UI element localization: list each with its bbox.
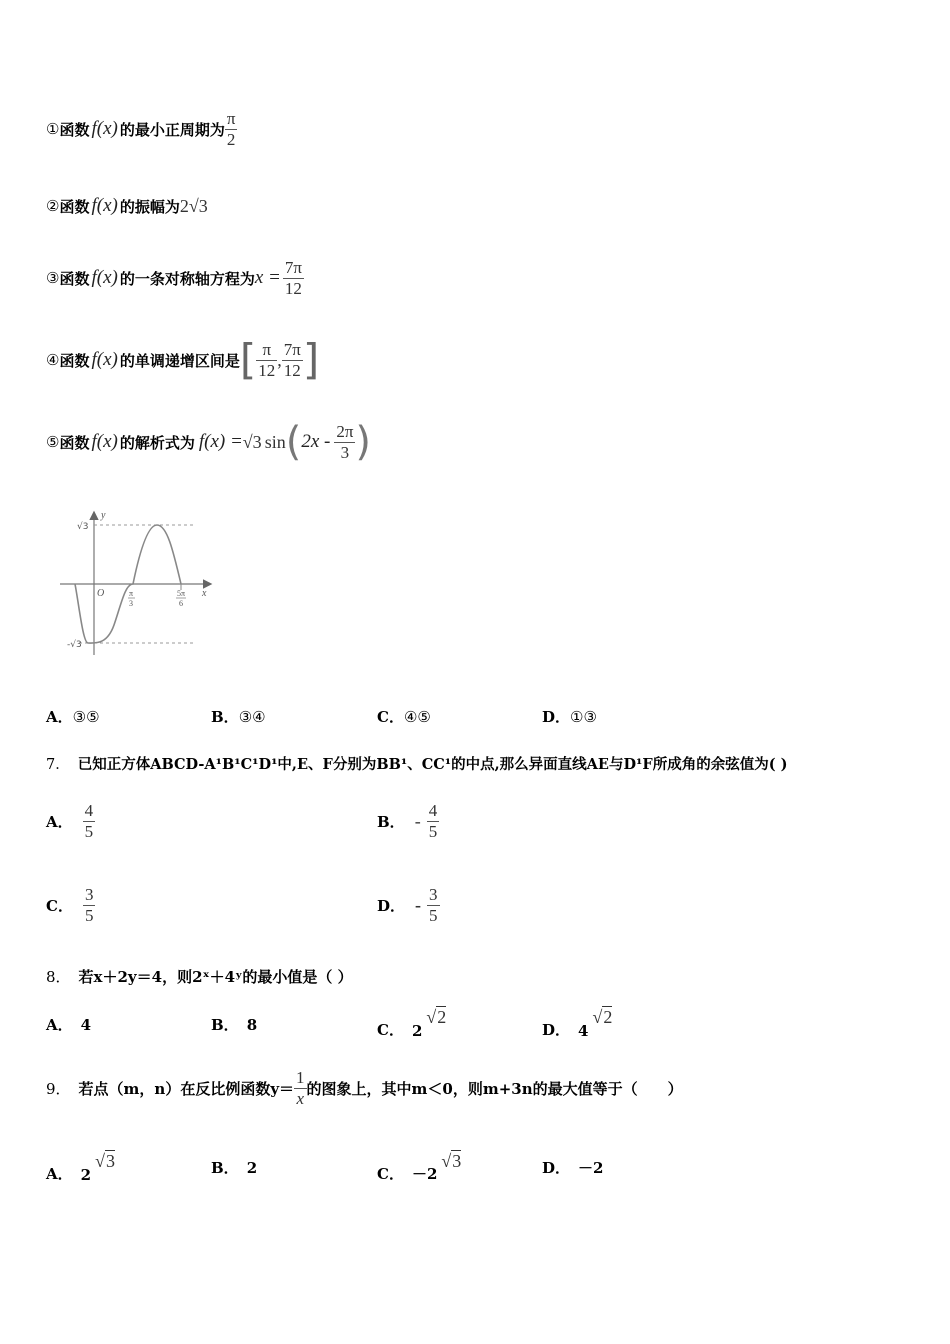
tick-label-pi3-den: 3 bbox=[129, 599, 133, 608]
option-text: 4 bbox=[80, 1016, 92, 1034]
statement-4 bbox=[46, 330, 319, 390]
fraction-denominator: 2 bbox=[226, 129, 236, 149]
fraction-denominator: 5 bbox=[428, 821, 438, 841]
q9-option-d[interactable] bbox=[542, 1157, 603, 1178]
origin-label: O bbox=[97, 588, 105, 599]
formula-sin: sin bbox=[264, 431, 286, 452]
q6-option-b[interactable] bbox=[211, 706, 266, 727]
q8-option-c[interactable] bbox=[377, 1000, 446, 1040]
question-8 bbox=[46, 966, 353, 987]
radicand: 3 bbox=[452, 1151, 462, 1171]
function-notation: f(x) bbox=[91, 431, 118, 452]
option-fraction bbox=[83, 801, 96, 842]
fraction-denominator: 12 bbox=[258, 360, 276, 380]
left-bracket: [ bbox=[239, 335, 257, 384]
fraction-denominator: 5 bbox=[429, 905, 438, 925]
fraction-denominator: 12 bbox=[284, 278, 302, 298]
option-coefficient: 2 bbox=[80, 1166, 92, 1184]
phase-fraction bbox=[334, 422, 355, 463]
option-letter: A． bbox=[46, 812, 73, 831]
fraction-denominator: 5 bbox=[84, 821, 94, 841]
right-bracket: ] bbox=[302, 335, 320, 384]
q7-option-a[interactable] bbox=[46, 796, 95, 846]
option-letter: C． bbox=[377, 708, 404, 726]
option-letter: A． bbox=[46, 1016, 73, 1034]
option-text: ③④ bbox=[238, 708, 266, 726]
question-number: 8． bbox=[46, 968, 71, 986]
statement-text: 的振幅为 bbox=[119, 197, 180, 216]
statement-prefix: 函数 bbox=[59, 197, 90, 216]
option-text: ④⑤ bbox=[403, 708, 431, 726]
radicand: 2 bbox=[437, 1007, 447, 1027]
question-9 bbox=[46, 1060, 683, 1116]
statement-text: 的单调递增区间是 bbox=[119, 351, 240, 370]
option-sqrt: √3 bbox=[441, 1151, 462, 1171]
statement-marker: ② bbox=[46, 197, 60, 215]
statement-marker: ⑤ bbox=[46, 433, 60, 451]
statement-marker: ③ bbox=[46, 269, 60, 287]
statement-marker: ① bbox=[46, 120, 60, 138]
statement-3 bbox=[46, 250, 304, 306]
formula-sqrt: √3 bbox=[242, 431, 262, 452]
option-sign: - bbox=[415, 894, 422, 915]
axis-lhs: x = bbox=[254, 267, 281, 288]
q7-option-b[interactable] bbox=[377, 796, 439, 846]
statement-prefix: 函数 bbox=[59, 351, 90, 370]
tick-label-5pi6-num: 5π bbox=[176, 589, 186, 598]
formula-arg: 2x - bbox=[301, 431, 331, 452]
interval-start-fraction bbox=[256, 340, 277, 381]
y-max-label: √3 bbox=[77, 522, 89, 532]
option-text: ①③ bbox=[570, 708, 597, 726]
option-letter: A． bbox=[46, 1165, 73, 1183]
option-letter: D． bbox=[377, 896, 406, 915]
radicand: 2 bbox=[603, 1007, 613, 1027]
fraction-denominator: x bbox=[296, 1088, 305, 1108]
comma: , bbox=[277, 349, 282, 370]
amplitude-value: 2√3 bbox=[179, 195, 208, 216]
radicand: 3 bbox=[105, 1151, 115, 1171]
question-number: 9． bbox=[46, 1079, 71, 1098]
q6-option-c[interactable] bbox=[377, 706, 431, 727]
option-sqrt: √2 bbox=[426, 1007, 447, 1027]
statement-text: 的解析式为 bbox=[119, 433, 195, 452]
question-text-before: 若点（m，n）在反比例函数y＝ bbox=[78, 1079, 295, 1098]
statement-prefix: 函数 bbox=[59, 120, 90, 139]
option-sqrt: √3 bbox=[95, 1151, 115, 1171]
fraction-numerator: π bbox=[256, 340, 277, 361]
q8-option-d[interactable] bbox=[542, 1000, 612, 1040]
option-fraction bbox=[427, 885, 440, 926]
statement-prefix: 函数 bbox=[59, 269, 90, 288]
fraction-numerator: 4 bbox=[84, 800, 94, 820]
statement-text: 的一条对称轴方程为 bbox=[119, 269, 255, 288]
option-fraction bbox=[83, 885, 96, 926]
fraction-numerator: 7π bbox=[284, 257, 302, 277]
question-text-after: 的图象上，其中m＜0，则m+3n的最大值等于（ ） bbox=[306, 1079, 683, 1098]
option-letter: B． bbox=[211, 1016, 239, 1034]
period-fraction bbox=[225, 109, 238, 150]
option-text: －2 bbox=[578, 1159, 604, 1177]
statement-marker: ④ bbox=[46, 351, 60, 369]
option-letter: C． bbox=[46, 896, 73, 915]
inverse-fraction bbox=[294, 1068, 307, 1109]
q8-option-a[interactable] bbox=[46, 1014, 91, 1035]
fraction-numerator: 4 bbox=[428, 800, 438, 820]
question-7 bbox=[46, 753, 787, 774]
question-text: 若x＋2y＝4，则2ˣ＋4ʸ的最小值是（ ） bbox=[78, 968, 353, 986]
option-letter: B． bbox=[211, 1159, 239, 1177]
fraction-denominator: 12 bbox=[283, 360, 301, 380]
fraction-numerator: 7π bbox=[283, 339, 301, 359]
option-letter: D． bbox=[542, 708, 571, 726]
option-text: 8 bbox=[246, 1016, 258, 1034]
left-paren: ( bbox=[285, 419, 302, 465]
option-coefficient: 4 bbox=[578, 1022, 589, 1040]
function-notation: f(x) bbox=[91, 118, 118, 139]
fraction-denominator: 3 bbox=[340, 442, 350, 462]
q9-option-a[interactable] bbox=[46, 1144, 115, 1184]
question-text: 已知正方体ABCD-A¹B¹C¹D¹中,E、F分别为BB¹、CC¹的中点,那么异面直线AE与D¹F所成角的余弦值为( ) bbox=[77, 756, 788, 773]
option-sqrt: √2 bbox=[592, 1007, 613, 1027]
sine-graph bbox=[55, 505, 225, 665]
right-paren: ) bbox=[355, 419, 372, 465]
option-letter: D． bbox=[542, 1021, 571, 1039]
statement-prefix: 函数 bbox=[59, 433, 90, 452]
q8-option-b[interactable] bbox=[211, 1014, 257, 1035]
statement-1 bbox=[46, 104, 237, 154]
option-letter: D． bbox=[542, 1159, 571, 1177]
q9-option-c[interactable] bbox=[377, 1144, 461, 1184]
option-letter: C． bbox=[377, 1165, 404, 1183]
tick-label-pi3-num: π bbox=[128, 589, 134, 598]
q6-option-a[interactable] bbox=[46, 706, 100, 727]
option-coefficient: 2 bbox=[411, 1022, 423, 1040]
x-label: x bbox=[202, 588, 207, 599]
option-letter: B． bbox=[377, 812, 405, 831]
fraction-numerator: π bbox=[226, 108, 236, 128]
function-notation: f(x) bbox=[91, 349, 118, 370]
option-coefficient: －2 bbox=[411, 1165, 438, 1183]
y-label: y bbox=[101, 510, 106, 521]
formula-lhs: f(x) = bbox=[198, 431, 243, 452]
option-letter: A． bbox=[46, 708, 73, 726]
fraction-numerator: 2π bbox=[336, 421, 354, 441]
statement-2 bbox=[46, 186, 208, 226]
statement-5 bbox=[46, 412, 371, 472]
interval-end-fraction bbox=[282, 340, 303, 381]
q7-option-c[interactable] bbox=[46, 880, 95, 930]
option-letter: B． bbox=[211, 708, 239, 726]
fraction-numerator: 3 bbox=[429, 884, 438, 904]
option-text: 2 bbox=[246, 1159, 258, 1177]
function-notation: f(x) bbox=[91, 267, 118, 288]
function-notation: f(x) bbox=[91, 195, 118, 216]
option-sign: - bbox=[414, 810, 421, 831]
fraction-numerator: 3 bbox=[84, 884, 94, 904]
question-number: 7． bbox=[46, 757, 70, 773]
tick-label-5pi6-den: 6 bbox=[179, 599, 183, 608]
y-min-label: -√3 bbox=[67, 640, 82, 650]
option-letter: C． bbox=[377, 1021, 404, 1039]
option-text: ③⑤ bbox=[72, 708, 100, 726]
q7-option-d[interactable] bbox=[377, 880, 440, 930]
q9-option-b[interactable] bbox=[211, 1157, 257, 1178]
fraction-denominator: 5 bbox=[84, 905, 94, 925]
q6-option-d[interactable] bbox=[542, 706, 597, 727]
option-fraction bbox=[427, 801, 440, 842]
fraction-numerator: 1 bbox=[296, 1067, 305, 1087]
statement-text: 的最小正周期为 bbox=[119, 120, 225, 139]
axis-fraction bbox=[283, 258, 304, 299]
